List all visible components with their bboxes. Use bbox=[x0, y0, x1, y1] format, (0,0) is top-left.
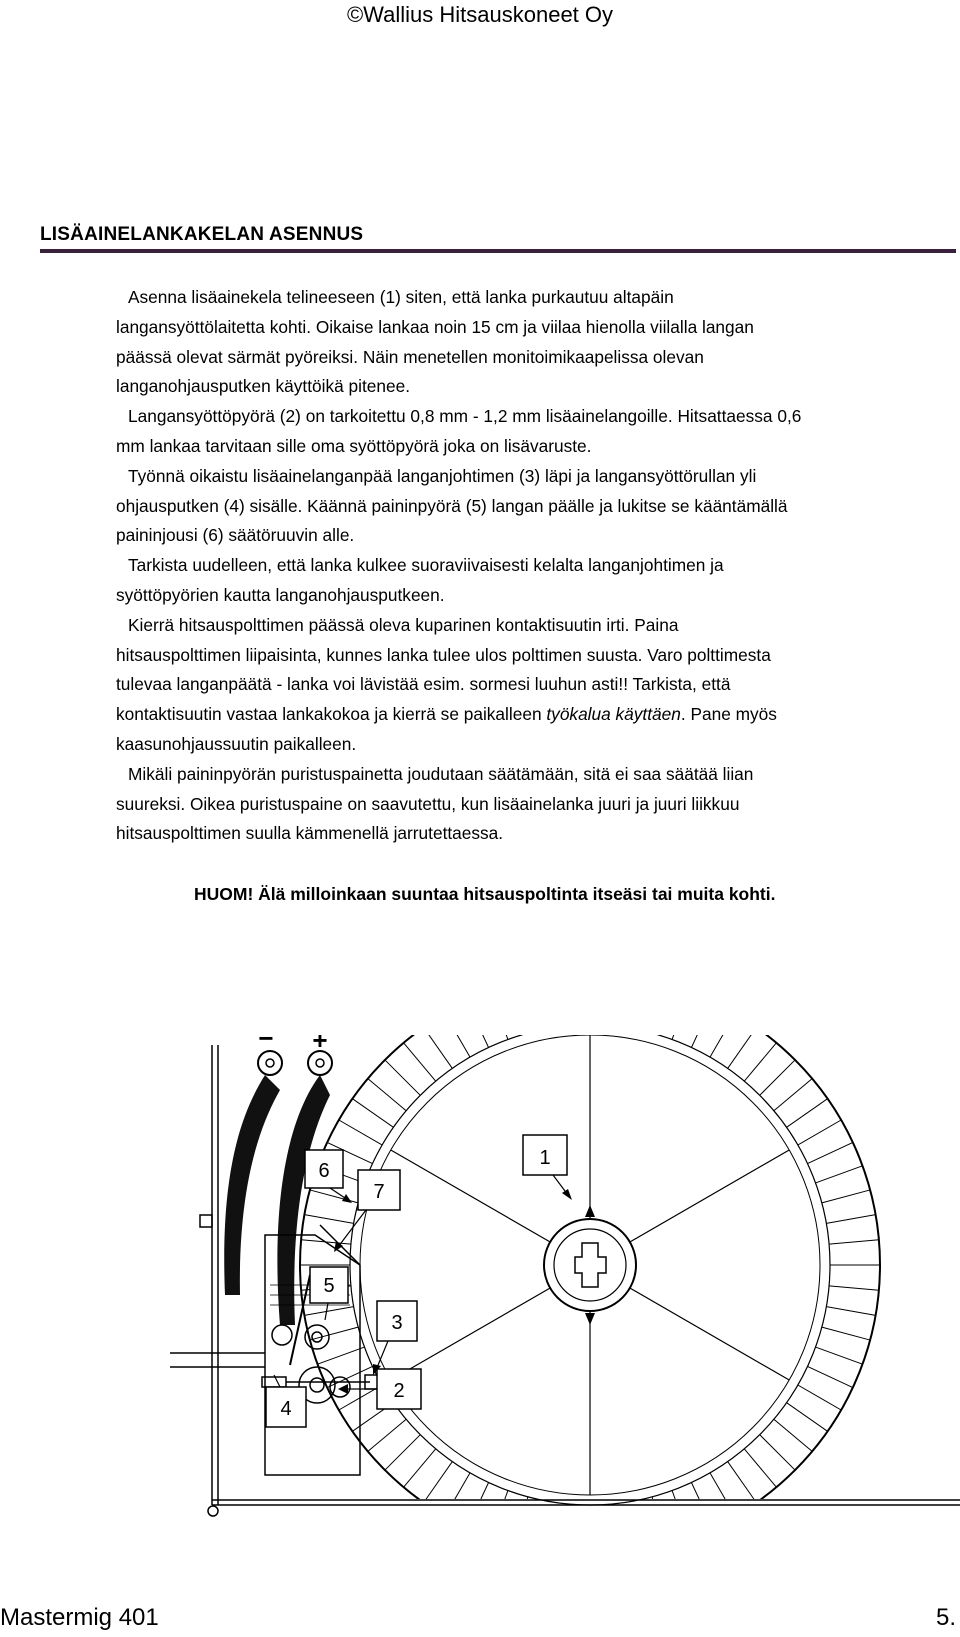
text-line: Työnnä oikaistu lisäainelanganpää langanjohtimen (3) läpi ja langansyöttörullan yli bbox=[128, 465, 757, 486]
instructions-body bbox=[116, 283, 956, 849]
spool-tooth bbox=[760, 1060, 795, 1095]
text-line: langansyöttölaitetta kohti. Oikaise lankaa noin 15 cm ja viilaa hienolla viilalla langan bbox=[116, 316, 754, 337]
text-line: tulevaa langanpäätä - lanka voi lävistää esim. sormesi luuhun asti!! Tarkista, että bbox=[116, 674, 731, 695]
paragraph-1 bbox=[116, 283, 956, 402]
callout-6-label: 6 bbox=[318, 1160, 330, 1182]
spool-tooth bbox=[652, 1497, 653, 1499]
text-line: ohjausputken (4) sisälle. Käännä paininpyörä (5) langan päälle ja lukitse se kääntämällä bbox=[116, 495, 788, 516]
text-line: suureksi. Oikea puristuspaine on saavutettu, kun lisäainelanka juuri ja juuri liikkuu bbox=[116, 793, 740, 814]
callout-5 bbox=[310, 1267, 348, 1320]
spool-tooth bbox=[426, 1462, 452, 1499]
spool-tooth bbox=[829, 1286, 879, 1290]
spool-tooth bbox=[822, 1327, 870, 1340]
spool-spoke bbox=[630, 1288, 789, 1380]
spool-tooth bbox=[798, 1385, 841, 1410]
text-line: mm lankaa tarvitaan sille oma syöttöpyörä joka on lisävaruste. bbox=[116, 435, 592, 456]
spool-tooth bbox=[672, 1035, 689, 1039]
spool-tooth bbox=[691, 1035, 712, 1047]
callout-1-label: 1 bbox=[539, 1147, 551, 1169]
spool-tooth bbox=[798, 1120, 841, 1145]
spool-tooth bbox=[774, 1079, 812, 1111]
spool-tooth bbox=[505, 1491, 508, 1499]
text-line: syöttöpyörien kautta langanohjausputkeen. bbox=[116, 584, 445, 605]
spool-tooth bbox=[829, 1240, 879, 1244]
spool-tooth bbox=[822, 1190, 870, 1203]
footer-model: Mastermig 401 bbox=[0, 1604, 159, 1631]
section-title: LISÄAINELANKAKELAN ASENNUS bbox=[40, 224, 364, 245]
feeder-mechanism bbox=[170, 1225, 380, 1475]
spool-hub bbox=[575, 1205, 606, 1325]
spool-tooth bbox=[816, 1166, 863, 1183]
spool-tooth bbox=[368, 1079, 406, 1111]
text-line: hitsauspolttimen liipaisinta, kunnes lanka tulee ulos polttimen suusta. Varo polttimesta bbox=[116, 644, 771, 665]
paragraph-4 bbox=[116, 551, 956, 611]
spool-tooth bbox=[481, 1483, 489, 1499]
spool-tooth bbox=[710, 1473, 725, 1499]
page-header-copyright: ©Wallius Hitsauskoneet Oy bbox=[346, 2, 614, 27]
spool-spokes bbox=[391, 1035, 789, 1495]
callout-4-label: 4 bbox=[280, 1398, 292, 1420]
spool-tooth bbox=[744, 1449, 776, 1487]
spool-tooth bbox=[404, 1449, 436, 1487]
italic-emphasis: työkalua käyttäen bbox=[546, 704, 681, 725]
spool-tooth bbox=[787, 1403, 828, 1432]
spool-tooth bbox=[672, 1491, 675, 1499]
callout-2-label: 2 bbox=[393, 1380, 405, 1402]
spool-tooth bbox=[310, 1190, 358, 1203]
text-line: hitsauspolttimen suulla kämmenellä jarrutettaessa. bbox=[116, 823, 504, 844]
text-line: . Pane myös bbox=[680, 704, 777, 725]
wire-feeder-diagram bbox=[170, 1035, 960, 1520]
title-underline bbox=[40, 249, 956, 253]
spool-tooth bbox=[304, 1307, 353, 1316]
footer-page-number: 5. bbox=[935, 1604, 956, 1631]
text-line: langanohjausputken käyttöikä pitenee. bbox=[116, 376, 411, 397]
spool-tooth bbox=[808, 1142, 853, 1163]
text-line: Langansyöttöpyörä (2) on tarkoitettu 0,8 mm - 1,2 mm lisäainelangoille. Hitsattaessa 0,6 bbox=[128, 406, 802, 427]
spool-tooth bbox=[467, 1035, 488, 1047]
spool-tooth bbox=[368, 1419, 406, 1451]
text-line: Kierrä hitsauspolttimen päässä oleva kuparinen kontaktisuutin irti. Paina bbox=[128, 614, 679, 635]
callout-7-label: 7 bbox=[373, 1181, 385, 1203]
spool-tooth bbox=[352, 1099, 393, 1128]
spool-tooth bbox=[317, 1347, 364, 1364]
text-line: Mikäli paininpyörän puristuspainetta joudutaan säätämään, sitä ei saa säätää liian bbox=[128, 763, 754, 784]
callout-5-label: 5 bbox=[323, 1275, 335, 1297]
spool-tooth bbox=[339, 1120, 382, 1145]
text-line: kaasunohjaussuutin paikalleen. bbox=[116, 733, 357, 754]
paragraph-3 bbox=[116, 462, 956, 551]
spool-tooth bbox=[527, 1497, 528, 1499]
safety-warning: HUOM! Älä milloinkaan suuntaa hitsauspoltinta itseäsi tai muita kohti. bbox=[194, 884, 776, 904]
spool-tooth bbox=[728, 1035, 757, 1068]
spool-tooth bbox=[760, 1435, 795, 1470]
spool-tooth bbox=[774, 1419, 812, 1451]
spool-tooth bbox=[491, 1035, 508, 1039]
spool-tooth bbox=[385, 1435, 420, 1470]
text-line: Tarkista uudelleen, että lanka kulkee suoraviivaisesti kelalta langanjohtimen ja bbox=[128, 555, 724, 576]
spool-tooth bbox=[816, 1347, 863, 1364]
spool-tooth bbox=[404, 1043, 436, 1081]
spool-tooth bbox=[424, 1035, 453, 1068]
spool-tooth bbox=[710, 1035, 735, 1057]
text-line: paininjousi (6) säätöruuvin alle. bbox=[116, 525, 355, 546]
spool-tooth bbox=[744, 1043, 776, 1081]
spool-tooth bbox=[310, 1327, 358, 1340]
spool-tooth bbox=[385, 1060, 420, 1095]
paragraph-2 bbox=[116, 402, 956, 462]
spool-tooth bbox=[787, 1099, 828, 1128]
spool-tooth bbox=[455, 1473, 470, 1499]
spool-tooth bbox=[691, 1483, 699, 1499]
callout-3-label: 3 bbox=[391, 1312, 403, 1334]
spool-tooth bbox=[445, 1035, 470, 1057]
text-line: päässä olevat särmät pyöreiksi. Näin menetellen monitoimikaapelissa olevan bbox=[116, 346, 704, 367]
paragraph-6 bbox=[116, 760, 956, 849]
text-line: kontaktisuutin vastaa lankakokoa ja kierrä se paikalleen bbox=[116, 704, 547, 725]
spool-tooth bbox=[728, 1462, 754, 1499]
callout-1 bbox=[523, 1135, 572, 1200]
minus-terminal-label: − bbox=[258, 1035, 274, 1053]
spool-tooth bbox=[808, 1366, 853, 1387]
spool-spoke bbox=[630, 1150, 789, 1242]
callout-3 bbox=[373, 1301, 417, 1375]
spool-tooth bbox=[304, 1215, 353, 1224]
plus-terminal-label: + bbox=[312, 1035, 328, 1055]
spool-tooth bbox=[826, 1215, 875, 1224]
callout-7 bbox=[334, 1170, 400, 1252]
text-line: Asenna lisäainekela telineeseen (1) siten, että lanka purkautuu altapäin bbox=[128, 287, 674, 307]
spool-tooth bbox=[826, 1307, 875, 1316]
paragraph-5 bbox=[116, 611, 956, 760]
